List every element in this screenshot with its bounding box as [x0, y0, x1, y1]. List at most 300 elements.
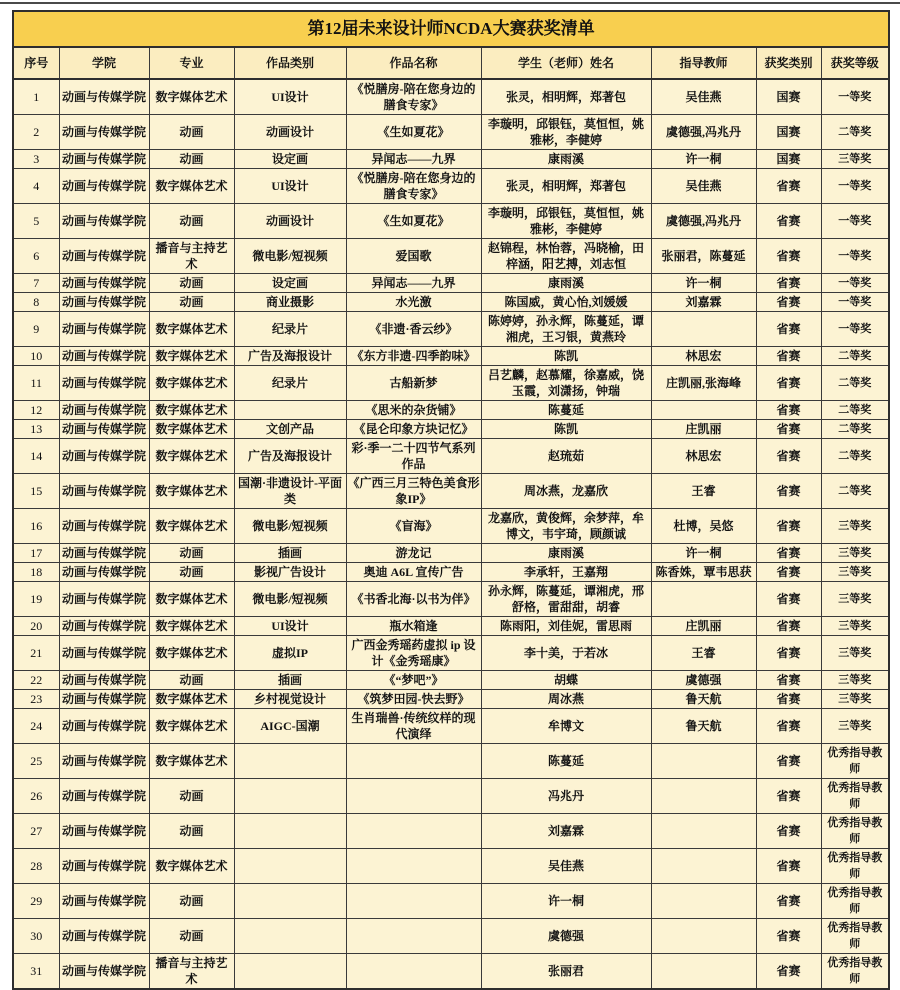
cell-no: 20	[13, 617, 59, 636]
cell-major: 数字媒体艺术	[149, 79, 234, 115]
cell-college: 动画与传媒学院	[59, 636, 149, 671]
cell-award-level: 三等奖	[821, 582, 889, 617]
cell-major: 数字媒体艺术	[149, 401, 234, 420]
cell-major: 数字媒体艺术	[149, 420, 234, 439]
cell-names: 周冰燕	[481, 690, 651, 709]
cell-no: 1	[13, 79, 59, 115]
header-advisor: 指导教师	[651, 47, 756, 79]
cell-award-type: 省赛	[756, 582, 821, 617]
cell-award-level: 三等奖	[821, 150, 889, 169]
cell-names: 许一桐	[481, 884, 651, 919]
cell-major: 动画	[149, 293, 234, 312]
cell-college: 动画与传媒学院	[59, 204, 149, 239]
cell-major: 播音与主持艺术	[149, 954, 234, 990]
cell-college: 动画与传媒学院	[59, 366, 149, 401]
header-award-type: 获奖类别	[756, 47, 821, 79]
cell-advisor: 吴佳燕	[651, 79, 756, 115]
cell-college: 动画与传媒学院	[59, 671, 149, 690]
page-title: 第12届未来设计师NCDA大赛获奖清单	[13, 11, 889, 47]
cell-advisor: 林思宏	[651, 347, 756, 366]
cell-work	[346, 814, 481, 849]
table-row	[13, 849, 889, 884]
cell-award-level: 一等奖	[821, 293, 889, 312]
cell-advisor: 吴佳燕	[651, 169, 756, 204]
cell-college: 动画与传媒学院	[59, 954, 149, 990]
cell-award-level: 优秀指导教师	[821, 919, 889, 954]
cell-award-type: 省赛	[756, 439, 821, 474]
cell-work	[346, 779, 481, 814]
cell-work: 水光激	[346, 293, 481, 312]
cell-no: 21	[13, 636, 59, 671]
cell-award-level: 三等奖	[821, 636, 889, 671]
cell-advisor: 杜博，吴悠	[651, 509, 756, 544]
cell-college: 动画与传媒学院	[59, 582, 149, 617]
cell-category: AIGC-国潮	[234, 709, 346, 744]
cell-names: 李十美，于若冰	[481, 636, 651, 671]
cell-advisor	[651, 401, 756, 420]
cell-award-type: 省赛	[756, 347, 821, 366]
cell-work: 《广西三月三特色美食形象IP》	[346, 474, 481, 509]
cell-names: 赵锦程，林怡蓉，冯晓榆，田梓涵，阳艺搏，刘志恒	[481, 239, 651, 274]
cell-names: 陈蔓延	[481, 744, 651, 779]
table-row	[13, 366, 889, 401]
cell-work: 《“梦吧”》	[346, 671, 481, 690]
cell-work: 《思米的杂货铺》	[346, 401, 481, 420]
table-row	[13, 347, 889, 366]
table-row	[13, 884, 889, 919]
cell-work: 广西金秀瑶药虚拟 ip 设计《金秀瑶康》	[346, 636, 481, 671]
cell-award-type: 省赛	[756, 744, 821, 779]
table-row	[13, 919, 889, 954]
cell-category: 广告及海报设计	[234, 439, 346, 474]
cell-major: 动画	[149, 671, 234, 690]
cell-work	[346, 954, 481, 990]
cell-names: 康雨溪	[481, 544, 651, 563]
cell-category	[234, 744, 346, 779]
cell-names: 牟博文	[481, 709, 651, 744]
table-row	[13, 582, 889, 617]
cell-award-level: 二等奖	[821, 366, 889, 401]
cell-award-type: 省赛	[756, 293, 821, 312]
cell-advisor: 庄凯丽	[651, 617, 756, 636]
cell-work	[346, 884, 481, 919]
cell-college: 动画与传媒学院	[59, 420, 149, 439]
cell-award-type: 省赛	[756, 401, 821, 420]
cell-no: 25	[13, 744, 59, 779]
cell-advisor: 许一桐	[651, 150, 756, 169]
cell-award-level: 优秀指导教师	[821, 849, 889, 884]
cell-work: 异闻志——九界	[346, 274, 481, 293]
cell-award-level: 三等奖	[821, 509, 889, 544]
cell-college: 动画与传媒学院	[59, 474, 149, 509]
cell-award-type: 省赛	[756, 779, 821, 814]
cell-advisor: 虞德强,冯兆丹	[651, 204, 756, 239]
cell-major: 动画	[149, 115, 234, 150]
cell-award-type: 省赛	[756, 239, 821, 274]
table-row	[13, 709, 889, 744]
cell-no: 16	[13, 509, 59, 544]
cell-major: 数字媒体艺术	[149, 169, 234, 204]
cell-award-level: 一等奖	[821, 204, 889, 239]
cell-names: 陈婷婷，孙永辉，陈蔓延，谭湘虎，王习银，黄燕玲	[481, 312, 651, 347]
table-row	[13, 274, 889, 293]
cell-work: 《悦膳房-陪在您身边的膳食专家》	[346, 169, 481, 204]
cell-names: 陈凯	[481, 347, 651, 366]
cell-category: 文创产品	[234, 420, 346, 439]
cell-category: 微电影/短视频	[234, 509, 346, 544]
cell-award-level: 一等奖	[821, 312, 889, 347]
table-row	[13, 401, 889, 420]
cell-award-level: 三等奖	[821, 544, 889, 563]
table-row	[13, 79, 889, 115]
cell-no: 3	[13, 150, 59, 169]
table-row	[13, 814, 889, 849]
cell-category	[234, 401, 346, 420]
table-row	[13, 474, 889, 509]
cell-names: 李璇明，邱银钰，莫恒恒，姚雅彬，李健婷	[481, 204, 651, 239]
cell-award-level: 二等奖	[821, 420, 889, 439]
cell-no: 2	[13, 115, 59, 150]
cell-no: 9	[13, 312, 59, 347]
cell-major: 动画	[149, 150, 234, 169]
cell-college: 动画与传媒学院	[59, 563, 149, 582]
table-header-row	[13, 47, 889, 79]
cell-award-type: 省赛	[756, 420, 821, 439]
cell-work: 《非遗·香云纱》	[346, 312, 481, 347]
cell-advisor	[651, 814, 756, 849]
cell-college: 动画与传媒学院	[59, 744, 149, 779]
cell-award-level: 一等奖	[821, 169, 889, 204]
cell-major: 数字媒体艺术	[149, 439, 234, 474]
cell-award-type: 省赛	[756, 563, 821, 582]
cell-no: 6	[13, 239, 59, 274]
cell-names: 吴佳燕	[481, 849, 651, 884]
cell-work: 《书香北海·以书为伴》	[346, 582, 481, 617]
cell-advisor: 庄凯丽,张海峰	[651, 366, 756, 401]
table-row	[13, 779, 889, 814]
cell-no: 30	[13, 919, 59, 954]
cell-award-type: 省赛	[756, 544, 821, 563]
cell-category: 微电影/短视频	[234, 239, 346, 274]
cell-major: 数字媒体艺术	[149, 849, 234, 884]
table-body	[13, 79, 889, 989]
cell-category: 动画设计	[234, 115, 346, 150]
cell-names: 张丽君	[481, 954, 651, 990]
cell-work: 生肖瑞兽·传统纹样的现代演绎	[346, 709, 481, 744]
cell-award-type: 省赛	[756, 169, 821, 204]
header-major: 专业	[149, 47, 234, 79]
cell-award-type: 省赛	[756, 849, 821, 884]
cell-college: 动画与传媒学院	[59, 150, 149, 169]
cell-no: 27	[13, 814, 59, 849]
cell-category: UI设计	[234, 617, 346, 636]
header-award-level: 获奖等级	[821, 47, 889, 79]
cell-advisor: 鲁天航	[651, 690, 756, 709]
cell-award-type: 省赛	[756, 884, 821, 919]
cell-category	[234, 779, 346, 814]
cell-category: 纪录片	[234, 312, 346, 347]
cell-college: 动画与传媒学院	[59, 239, 149, 274]
cell-award-level: 二等奖	[821, 474, 889, 509]
cell-award-type: 省赛	[756, 690, 821, 709]
header-no: 序号	[13, 47, 59, 79]
cell-work	[346, 919, 481, 954]
cell-college: 动画与传媒学院	[59, 919, 149, 954]
cell-award-level: 二等奖	[821, 115, 889, 150]
cell-advisor: 庄凯丽	[651, 420, 756, 439]
cell-college: 动画与传媒学院	[59, 79, 149, 115]
cell-award-level: 优秀指导教师	[821, 814, 889, 849]
cell-category: 插画	[234, 544, 346, 563]
cell-no: 19	[13, 582, 59, 617]
cell-major: 动画	[149, 544, 234, 563]
cell-no: 31	[13, 954, 59, 990]
cell-names: 李承轩，王嘉翔	[481, 563, 651, 582]
cell-award-level: 一等奖	[821, 239, 889, 274]
cell-work: 彩·季一二十四节气系列作品	[346, 439, 481, 474]
cell-category: 微电影/短视频	[234, 582, 346, 617]
cell-major: 数字媒体艺术	[149, 690, 234, 709]
cell-major: 数字媒体艺术	[149, 312, 234, 347]
cell-advisor	[651, 744, 756, 779]
cell-major: 动画	[149, 274, 234, 293]
cell-no: 22	[13, 671, 59, 690]
cell-work	[346, 744, 481, 779]
header-category: 作品类别	[234, 47, 346, 79]
cell-no: 8	[13, 293, 59, 312]
table-row	[13, 671, 889, 690]
cell-no: 15	[13, 474, 59, 509]
cell-no: 24	[13, 709, 59, 744]
table-row	[13, 744, 889, 779]
header-names: 学生（老师）姓名	[481, 47, 651, 79]
cell-college: 动画与传媒学院	[59, 293, 149, 312]
cell-category: 乡村视觉设计	[234, 690, 346, 709]
cell-college: 动画与传媒学院	[59, 544, 149, 563]
table-row	[13, 439, 889, 474]
cell-award-level: 二等奖	[821, 401, 889, 420]
cell-no: 11	[13, 366, 59, 401]
cell-advisor	[651, 779, 756, 814]
cell-advisor: 王睿	[651, 474, 756, 509]
cell-category	[234, 849, 346, 884]
header-work: 作品名称	[346, 47, 481, 79]
cell-advisor	[651, 849, 756, 884]
cell-advisor	[651, 582, 756, 617]
cell-names: 胡蝶	[481, 671, 651, 690]
cell-award-level: 三等奖	[821, 709, 889, 744]
cell-award-type: 省赛	[756, 954, 821, 990]
cell-names: 陈雨阳，刘佳妮，雷思雨	[481, 617, 651, 636]
cell-major: 数字媒体艺术	[149, 509, 234, 544]
cell-category: 设定画	[234, 150, 346, 169]
cell-college: 动画与传媒学院	[59, 617, 149, 636]
cell-names: 龙嘉欣，黄俊辉，余梦萍，牟博文，韦宇琦，顾颜诚	[481, 509, 651, 544]
cell-category	[234, 919, 346, 954]
cell-advisor: 陈香姝，覃韦思获	[651, 563, 756, 582]
cell-award-level: 优秀指导教师	[821, 779, 889, 814]
cell-advisor: 林思宏	[651, 439, 756, 474]
cell-category	[234, 954, 346, 990]
cell-advisor: 虞德强,冯兆丹	[651, 115, 756, 150]
cell-work: 奥迪 A6L 宣传广告	[346, 563, 481, 582]
cell-names: 陈凯	[481, 420, 651, 439]
cell-award-level: 三等奖	[821, 690, 889, 709]
cell-major: 动画	[149, 884, 234, 919]
cell-no: 26	[13, 779, 59, 814]
cell-college: 动画与传媒学院	[59, 312, 149, 347]
cell-major: 数字媒体艺术	[149, 636, 234, 671]
cell-award-type: 省赛	[756, 671, 821, 690]
table-row	[13, 636, 889, 671]
cell-major: 动画	[149, 204, 234, 239]
cell-advisor	[651, 919, 756, 954]
cell-work: 游龙记	[346, 544, 481, 563]
cell-college: 动画与传媒学院	[59, 401, 149, 420]
cell-college: 动画与传媒学院	[59, 884, 149, 919]
cell-advisor	[651, 884, 756, 919]
cell-no: 5	[13, 204, 59, 239]
cell-award-type: 省赛	[756, 274, 821, 293]
cell-advisor: 刘嘉霖	[651, 293, 756, 312]
cell-advisor: 鲁天航	[651, 709, 756, 744]
cell-no: 10	[13, 347, 59, 366]
cell-names: 吕艺麟，赵慕耀，徐嘉威，饶玉霞，刘潇扬，钟瑞	[481, 366, 651, 401]
cell-college: 动画与传媒学院	[59, 849, 149, 884]
cell-major: 动画	[149, 563, 234, 582]
cell-award-level: 二等奖	[821, 439, 889, 474]
cell-college: 动画与传媒学院	[59, 169, 149, 204]
table-row	[13, 544, 889, 563]
cell-names: 周冰燕，龙嘉欣	[481, 474, 651, 509]
cell-no: 7	[13, 274, 59, 293]
cell-work: 异闻志——九界	[346, 150, 481, 169]
cell-award-type: 省赛	[756, 814, 821, 849]
cell-work: 《昆仑印象方块记忆》	[346, 420, 481, 439]
cell-names: 张灵，相明辉，郑著包	[481, 79, 651, 115]
cell-award-level: 三等奖	[821, 617, 889, 636]
cell-names: 冯兆丹	[481, 779, 651, 814]
table-row	[13, 617, 889, 636]
cell-names: 李璇明，邱银钰，莫恒恒，姚雅彬，李健婷	[481, 115, 651, 150]
cell-no: 18	[13, 563, 59, 582]
cell-advisor	[651, 312, 756, 347]
cell-award-level: 二等奖	[821, 347, 889, 366]
table-title-row	[13, 11, 889, 47]
cell-category: 动画设计	[234, 204, 346, 239]
cell-names: 陈国威，黄心怡,刘媛媛	[481, 293, 651, 312]
cell-award-type: 省赛	[756, 204, 821, 239]
award-table	[12, 10, 890, 990]
cell-work: 《东方非遗-四季韵味》	[346, 347, 481, 366]
cell-college: 动画与传媒学院	[59, 779, 149, 814]
cell-work: 古船新梦	[346, 366, 481, 401]
cell-names: 刘嘉霖	[481, 814, 651, 849]
cell-category: 虚拟IP	[234, 636, 346, 671]
cell-no: 28	[13, 849, 59, 884]
cell-college: 动画与传媒学院	[59, 690, 149, 709]
cell-college: 动画与传媒学院	[59, 814, 149, 849]
cell-work: 《生如夏花》	[346, 115, 481, 150]
cell-major: 数字媒体艺术	[149, 347, 234, 366]
cell-award-type: 省赛	[756, 366, 821, 401]
table-row	[13, 509, 889, 544]
cell-award-type: 省赛	[756, 617, 821, 636]
cell-major: 数字媒体艺术	[149, 474, 234, 509]
header-college: 学院	[59, 47, 149, 79]
cell-award-level: 优秀指导教师	[821, 954, 889, 990]
cell-major: 动画	[149, 779, 234, 814]
cell-major: 动画	[149, 814, 234, 849]
cell-award-level: 优秀指导教师	[821, 884, 889, 919]
table-row	[13, 115, 889, 150]
table-row	[13, 239, 889, 274]
cell-work: 《悦膳房-陪在您身边的膳食专家》	[346, 79, 481, 115]
cell-no: 23	[13, 690, 59, 709]
cell-category: 国潮·非遗设计-平面类	[234, 474, 346, 509]
cell-names: 孙永辉，陈蔓延，谭湘虎，邢舒格，雷甜甜，胡睿	[481, 582, 651, 617]
cell-award-type: 省赛	[756, 474, 821, 509]
cell-category: UI设计	[234, 79, 346, 115]
cell-award-type: 省赛	[756, 919, 821, 954]
cell-major: 数字媒体艺术	[149, 582, 234, 617]
cell-award-level: 三等奖	[821, 671, 889, 690]
cell-no: 4	[13, 169, 59, 204]
cell-category	[234, 814, 346, 849]
cell-major: 数字媒体艺术	[149, 366, 234, 401]
cell-category: 插画	[234, 671, 346, 690]
cell-work	[346, 849, 481, 884]
cell-major: 播音与主持艺术	[149, 239, 234, 274]
cell-advisor: 许一桐	[651, 544, 756, 563]
cell-work: 《生如夏花》	[346, 204, 481, 239]
cell-names: 康雨溪	[481, 150, 651, 169]
cell-award-type: 国赛	[756, 115, 821, 150]
cell-category: 纪录片	[234, 366, 346, 401]
cell-award-type: 省赛	[756, 709, 821, 744]
cell-work: 《盲海》	[346, 509, 481, 544]
cell-category: UI设计	[234, 169, 346, 204]
table-row	[13, 293, 889, 312]
cell-advisor: 许一桐	[651, 274, 756, 293]
cell-no: 13	[13, 420, 59, 439]
cell-award-type: 省赛	[756, 636, 821, 671]
cell-names: 虞德强	[481, 919, 651, 954]
table-row	[13, 150, 889, 169]
cell-award-level: 优秀指导教师	[821, 744, 889, 779]
cell-names: 张灵，相明辉，郑著包	[481, 169, 651, 204]
cell-category: 设定画	[234, 274, 346, 293]
cell-advisor: 王睿	[651, 636, 756, 671]
cell-advisor: 虞德强	[651, 671, 756, 690]
cell-college: 动画与传媒学院	[59, 274, 149, 293]
cell-category: 影视广告设计	[234, 563, 346, 582]
cell-major: 数字媒体艺术	[149, 744, 234, 779]
cell-work: 《筑梦田园-快去野》	[346, 690, 481, 709]
cell-category	[234, 884, 346, 919]
table-row	[13, 563, 889, 582]
cell-award-level: 一等奖	[821, 79, 889, 115]
cell-work: 瓶水箱逢	[346, 617, 481, 636]
cell-advisor: 张丽君，陈蔓延	[651, 239, 756, 274]
cell-work: 爱国歌	[346, 239, 481, 274]
table-row	[13, 954, 889, 990]
cell-no: 12	[13, 401, 59, 420]
cell-major: 动画	[149, 919, 234, 954]
cell-no: 14	[13, 439, 59, 474]
cell-college: 动画与传媒学院	[59, 509, 149, 544]
cell-names: 陈蔓延	[481, 401, 651, 420]
